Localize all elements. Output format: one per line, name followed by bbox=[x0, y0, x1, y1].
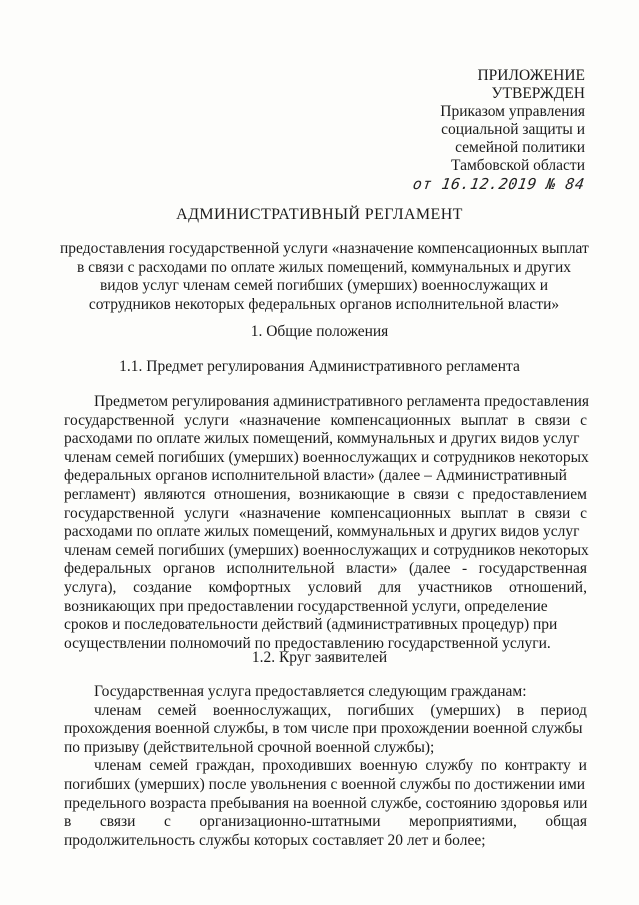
paragraph-line: сроков и последовательности действий (административных процедур) при bbox=[64, 616, 558, 634]
handwritten-order-reference: от 16.12.2019 № 84 bbox=[412, 175, 587, 193]
document-subtitle bbox=[60, 240, 588, 314]
subtitle-line: в связи с расходами по оплате жилых помещений, коммунальных и других bbox=[76, 258, 572, 276]
paragraph-line: возникающих при предоставлении государственной услуги, определение bbox=[64, 597, 548, 615]
section-heading-subject: 1.1. Предмет регулирования Административного регламента bbox=[119, 358, 520, 375]
document-title: АДМИНИСТРАТИВНЫЙ РЕГЛАМЕНТ bbox=[176, 206, 463, 223]
paragraph-line: федеральных органов исполнительной власти» (далее – Административный bbox=[64, 467, 567, 485]
paragraph-line: в связи с организационно-штатными мероприятиями, общая bbox=[64, 813, 587, 831]
subtitle-line: видов услуг членам семей погибших (умерших) военнослужащих и bbox=[99, 277, 549, 294]
paragraph-line: продолжительность службы которых составляет 20 лет и более; bbox=[64, 831, 486, 849]
approval-authority-line: Тамбовской области bbox=[451, 157, 585, 174]
paragraph-line: Государственная услуга предоставляется следующим гражданам: bbox=[94, 683, 527, 700]
approval-label: ПРИЛОЖЕНИЕ bbox=[477, 67, 585, 84]
approval-authority-line: социальной защиты и bbox=[441, 121, 585, 138]
subtitle-line: предоставления государственной услуги «назначение компенсационных выплат bbox=[60, 240, 589, 257]
paragraph-line: членам семей военнослужащих, погибших (умерших) в период bbox=[94, 701, 587, 719]
paragraph-line: федеральных органов исполнительной власти» (далее - государственная bbox=[64, 560, 587, 578]
paragraph-line: по призыву (действительной срочной военной службы); bbox=[64, 738, 435, 756]
paragraph-applicants bbox=[64, 683, 587, 850]
word: государственной bbox=[64, 411, 175, 429]
paragraph-line: осуществлении полномочий по предоставлению государственной услуги. bbox=[64, 634, 551, 652]
paragraph-line: государственной услуги «назначение компенсационных выплат в связи с bbox=[64, 504, 587, 522]
paragraph-line: расходами по оплате жилых помещений, коммунальных и других видов услуг bbox=[64, 523, 580, 541]
approval-authority-line: Приказом управления bbox=[440, 103, 585, 120]
paragraph-line: прохождения военной службы, в том числе при прохождении военной службы bbox=[64, 720, 583, 738]
paragraph-line: членам семей граждан, проходивших военную службу по контракту и bbox=[94, 757, 587, 775]
approval-authority-line: семейной политики bbox=[455, 139, 585, 156]
paragraph-line: Предметом регулирования административного регламента предоставления bbox=[94, 393, 590, 410]
paragraph-line: погибших (умерших) после увольнения с военной службы по достижении ими bbox=[64, 775, 586, 793]
paragraph-line: членам семей погибших (умерших) военнослужащих и сотрудников некоторых bbox=[64, 541, 589, 559]
section-heading-applicants: 1.2. Круг заявителей bbox=[251, 649, 388, 666]
paragraph-line: услуга), создание комфортных условий для участников отношений, bbox=[64, 578, 587, 596]
paragraph-line: членам семей погибших (умерших) военнослужащих и сотрудников некоторых bbox=[64, 448, 589, 466]
approval-stamp-block bbox=[365, 67, 585, 194]
paragraph-line: расходами по оплате жилых помещений, коммунальных и других видов услуг bbox=[64, 430, 580, 448]
paragraph-line: регламент) являются отношения, возникающие в связи с предоставлением bbox=[64, 485, 587, 503]
approved-label: УТВЕРЖДЕН bbox=[491, 85, 585, 102]
subtitle-line: сотрудников некоторых федеральных органов исполнительной власти» bbox=[88, 295, 560, 313]
section-heading-general: 1. Общие положения bbox=[250, 323, 389, 340]
paragraph-line: государственной услуги «назначение компенсационных выплат в связи с bbox=[64, 411, 587, 429]
paragraph-subject bbox=[64, 393, 590, 653]
paragraph-line: предельного возраста пребывания на военной службе, состоянию здоровья или bbox=[64, 794, 588, 812]
